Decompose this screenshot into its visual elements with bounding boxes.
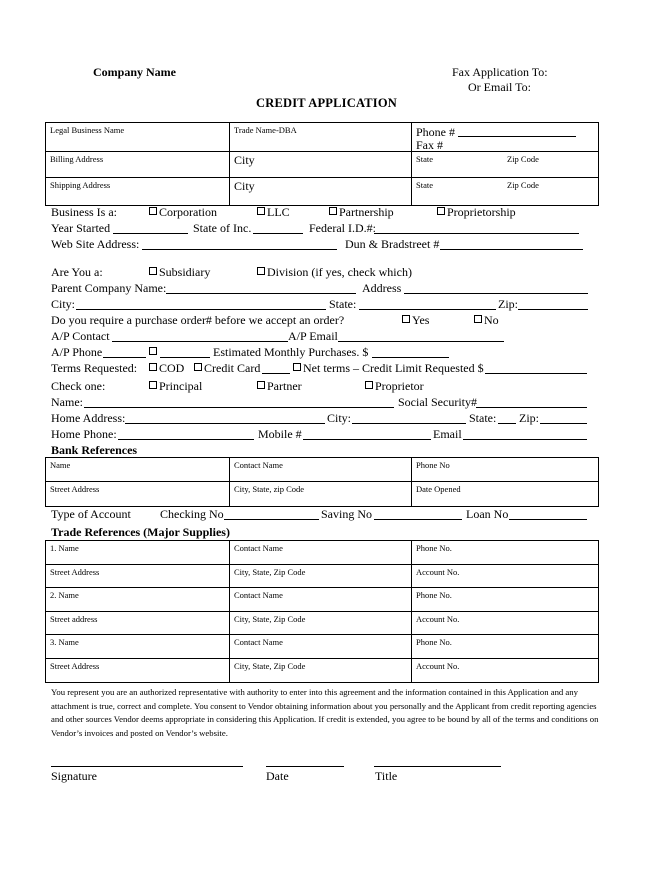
home-state-label: State: (469, 411, 497, 425)
bank-references-table (45, 457, 599, 507)
partnership-option[interactable] (329, 205, 394, 220)
name-line[interactable] (84, 407, 394, 408)
po-no-option[interactable] (474, 313, 499, 328)
ap-contact-line[interactable] (112, 341, 288, 342)
signature-line[interactable] (51, 766, 243, 767)
parent-company-label: Parent Company Name: (51, 281, 167, 295)
shipping-address-label: Shipping Address (50, 180, 111, 190)
business-is-label: Business Is a: (51, 205, 117, 219)
subsidiary-label: Subsidiary (159, 265, 211, 279)
trade2-account-cell[interactable] (412, 612, 599, 635)
state-of-inc-label: State of Inc. (193, 221, 252, 235)
business-info-table (45, 122, 599, 206)
bank-city-label: City, State, zip Code (234, 484, 305, 494)
city-line[interactable] (76, 309, 326, 310)
bank-street-label: Street Address (50, 484, 100, 494)
federal-id-line[interactable] (374, 233, 579, 234)
shipping-city-label: City (234, 179, 255, 193)
credit-card-line[interactable] (262, 373, 290, 374)
city-label: City: (51, 297, 76, 311)
trade3-name-cell[interactable] (46, 635, 230, 659)
parent-company-line[interactable] (166, 293, 356, 294)
trade2-street-cell[interactable] (46, 612, 230, 635)
state-line[interactable] (359, 309, 496, 310)
division-checkbox[interactable] (257, 267, 265, 275)
net-terms-option[interactable] (293, 361, 484, 376)
home-phone-label: Home Phone: (51, 427, 117, 441)
bank-phone-label: Phone No (416, 460, 450, 470)
trade3-contact-cell[interactable] (230, 635, 412, 659)
mobile-label: Mobile # (258, 427, 302, 441)
bank-date-opened-label: Date Opened (416, 484, 461, 494)
trade2-street-label: Street address (50, 614, 98, 624)
trade3-city-label: City, State, Zip Code (234, 661, 306, 671)
zip-label: Zip: (498, 297, 518, 311)
trade2-contact-label: Contact Name (234, 590, 283, 600)
title-line[interactable] (374, 766, 501, 767)
po-no-checkbox[interactable] (474, 315, 482, 323)
address-label: Address (362, 281, 402, 295)
principal-option[interactable] (149, 379, 202, 394)
home-city-label: City: (327, 411, 352, 425)
net-terms-label: Net terms – Credit Limit Requested $ (303, 361, 484, 375)
po-no-label: No (484, 313, 499, 327)
llc-option[interactable] (257, 205, 290, 220)
checking-label: Checking No (160, 507, 224, 521)
partnership-label: Partnership (339, 205, 394, 219)
trade1-city-cell[interactable] (230, 565, 412, 588)
est-monthly-line[interactable] (372, 357, 449, 358)
bank-references-heading: Bank References (51, 443, 138, 457)
shipping-zip-label: Zip Code (507, 180, 539, 190)
year-started-line[interactable] (113, 233, 188, 234)
bank-contact-label: Contact Name (234, 460, 283, 470)
trade1-name-cell[interactable] (46, 541, 230, 565)
loan-line[interactable] (509, 519, 587, 520)
principal-checkbox[interactable] (149, 381, 157, 389)
corporation-label: Corporation (159, 205, 217, 219)
partner-label: Partner (267, 379, 302, 393)
signature-label: Signature (51, 769, 97, 783)
email-label: Email (433, 427, 462, 441)
ssn-line[interactable] (476, 407, 587, 408)
home-address-line[interactable] (125, 423, 325, 424)
ap-email-label: A/P Email (288, 329, 338, 343)
subsidiary-checkbox[interactable] (149, 267, 157, 275)
home-phone-line[interactable] (118, 439, 254, 440)
loan-label: Loan No (466, 507, 509, 521)
trade1-street-cell[interactable] (46, 565, 230, 588)
saving-label: Saving No (321, 507, 372, 521)
are-you-label: Are You a: (51, 265, 103, 279)
trade3-name-label: 3. Name (50, 637, 79, 647)
year-started-label: Year Started (51, 221, 111, 235)
billing-address-cell[interactable] (46, 152, 230, 178)
phone-fax-cell[interactable] (412, 123, 599, 152)
fax-label: Fax # (416, 138, 443, 152)
shipping-state-label: State (416, 180, 433, 190)
division-option[interactable] (257, 265, 412, 280)
proprietor-checkbox[interactable] (365, 381, 373, 389)
company-name: Company Name (93, 65, 176, 79)
address-line[interactable] (404, 293, 588, 294)
trade1-street-label: Street Address (50, 567, 100, 577)
bank-name-label: Name (50, 460, 71, 470)
state-label: State: (329, 297, 357, 311)
dun-bradstreet-label: Dun & Bradstreet # (345, 237, 440, 251)
home-state-line[interactable] (498, 423, 516, 424)
trade2-name-label: 2. Name (50, 590, 79, 600)
bank-name-cell[interactable] (46, 458, 230, 482)
phone-label: Phone # (416, 125, 455, 139)
ap-phone-checkbox[interactable] (149, 347, 157, 355)
trade3-account-cell[interactable] (412, 659, 599, 683)
po-yes-label: Yes (412, 313, 430, 327)
mobile-line[interactable] (303, 439, 431, 440)
check-one-label: Check one: (51, 379, 106, 393)
ap-phone-line[interactable] (103, 357, 146, 358)
trade1-account-label: Account No. (416, 567, 460, 577)
website-line[interactable] (142, 249, 337, 250)
proprietorship-checkbox[interactable] (437, 207, 445, 215)
zip-line[interactable] (518, 309, 588, 310)
trade-name-label: Trade Name-DBA (234, 125, 297, 135)
cod-checkbox[interactable] (149, 363, 157, 371)
ap-phone-line-2[interactable] (160, 357, 210, 358)
shipping-state-zip-cell[interactable] (412, 178, 599, 206)
page-title: CREDIT APPLICATION (256, 96, 398, 110)
home-zip-line[interactable] (540, 423, 587, 424)
ap-contact-label: A/P Contact (51, 329, 110, 343)
shipping-address-cell[interactable] (46, 178, 230, 206)
type-of-account-label: Type of Account (51, 507, 131, 521)
cod-option[interactable] (149, 361, 184, 376)
proprietorship-label: Proprietorship (447, 205, 516, 219)
email-line[interactable] (463, 439, 587, 440)
billing-zip-label: Zip Code (507, 154, 539, 164)
trade3-phone-label: Phone No. (416, 637, 452, 647)
partner-option[interactable] (257, 379, 302, 394)
proprietorship-option[interactable] (437, 205, 516, 220)
trade3-account-label: Account No. (416, 661, 460, 671)
credit-card-label: Credit Card (204, 361, 261, 375)
principal-label: Principal (159, 379, 203, 393)
legal-name-cell[interactable] (46, 123, 230, 152)
ssn-label: Social Security# (398, 395, 477, 409)
disclaimer-text: You represent you are an authorized representative with authority to enter into this agreement and the information contained in this Application and any attachment is true, correct and complete. You consent to Vendor obtaining information about you personally and the Applicant from credit reporting agencies and other sources Vendor deems appropriate in considering this Application. If credit is extended, you agree to be bound by all of the terms and conditions on Vendor’s invoices and posted on Vendor’s website. (51, 687, 599, 738)
billing-state-label: State (416, 154, 433, 164)
bank-street-cell[interactable] (46, 482, 230, 507)
trade3-phone-cell[interactable] (412, 635, 599, 659)
credit-limit-line[interactable] (485, 373, 587, 374)
date-line[interactable] (266, 766, 344, 767)
federal-id-label: Federal I.D.#: (309, 221, 376, 235)
trade3-contact-label: Contact Name (234, 637, 283, 647)
home-city-line[interactable] (352, 423, 466, 424)
trade2-phone-cell[interactable] (412, 588, 599, 612)
subsidiary-option[interactable] (149, 265, 210, 280)
date-label: Date (266, 769, 289, 783)
checking-line[interactable] (224, 519, 319, 520)
home-zip-label: Zip: (519, 411, 539, 425)
trade1-city-label: City, State, Zip Code (234, 567, 306, 577)
bank-date-opened-cell[interactable] (412, 482, 599, 507)
trade3-street-label: Street Address (50, 661, 100, 671)
name-label: Name: (51, 395, 83, 409)
saving-line[interactable] (374, 519, 462, 520)
billing-state-zip-cell[interactable] (412, 152, 599, 178)
net-terms-checkbox[interactable] (293, 363, 301, 371)
title-label: Title (375, 769, 398, 783)
trade2-name-cell[interactable] (46, 588, 230, 612)
shipping-city-cell[interactable] (230, 178, 412, 206)
cod-label: COD (159, 361, 185, 375)
po-yes-option[interactable] (402, 313, 429, 328)
billing-city-label: City (234, 153, 255, 167)
trade-references-table (45, 540, 599, 683)
trade1-contact-label: Contact Name (234, 543, 283, 553)
website-label: Web Site Address: (51, 237, 140, 251)
bank-contact-cell[interactable] (230, 458, 412, 482)
trade2-contact-cell[interactable] (230, 588, 412, 612)
billing-city-cell[interactable] (230, 152, 412, 178)
ap-phone-option[interactable] (149, 345, 159, 360)
corporation-option[interactable] (149, 205, 217, 220)
billing-address-label: Billing Address (50, 154, 104, 164)
trade2-phone-label: Phone No. (416, 590, 452, 600)
fax-to-label: Fax Application To: (452, 65, 548, 79)
trade1-phone-cell[interactable] (412, 541, 599, 565)
bank-phone-cell[interactable] (412, 458, 599, 482)
trade3-street-cell[interactable] (46, 659, 230, 683)
division-label: Division (if yes, check which) (267, 265, 412, 279)
partnership-checkbox[interactable] (329, 207, 337, 215)
ap-phone-label: A/P Phone (51, 345, 103, 359)
trade2-city-label: City, State, Zip Code (234, 614, 306, 624)
trade1-contact-cell[interactable] (230, 541, 412, 565)
trade3-city-cell[interactable] (230, 659, 412, 683)
credit-card-checkbox[interactable] (194, 363, 202, 371)
trade2-city-cell[interactable] (230, 612, 412, 635)
state-of-inc-line[interactable] (253, 233, 303, 234)
terms-label: Terms Requested: (51, 361, 138, 375)
proprietor-option[interactable] (365, 379, 424, 394)
llc-label: LLC (267, 205, 290, 219)
po-question: Do you require a purchase order# before we accept an order? (51, 313, 345, 327)
bank-city-cell[interactable] (230, 482, 412, 507)
legal-name-label: Legal Business Name (50, 125, 125, 135)
trade1-phone-label: Phone No. (416, 543, 452, 553)
proprietor-label: Proprietor (375, 379, 424, 393)
trade-references-heading: Trade References (Major Supplies) (51, 525, 230, 539)
corporation-checkbox[interactable] (149, 207, 157, 215)
trade2-account-label: Account No. (416, 614, 460, 624)
ap-email-line[interactable] (338, 341, 504, 342)
trade-name-cell[interactable] (230, 123, 412, 152)
email-to-label: Or Email To: (468, 80, 531, 94)
phone-line[interactable] (458, 136, 576, 137)
est-monthly-label: Estimated Monthly Purchases. $ (213, 345, 369, 359)
po-yes-checkbox[interactable] (402, 315, 410, 323)
partner-checkbox[interactable] (257, 381, 265, 389)
dun-bradstreet-line[interactable] (440, 249, 583, 250)
home-address-label: Home Address: (51, 411, 126, 425)
llc-checkbox[interactable] (257, 207, 265, 215)
trade1-account-cell[interactable] (412, 565, 599, 588)
trade1-name-label: 1. Name (50, 543, 79, 553)
credit-card-option[interactable] (194, 361, 260, 376)
